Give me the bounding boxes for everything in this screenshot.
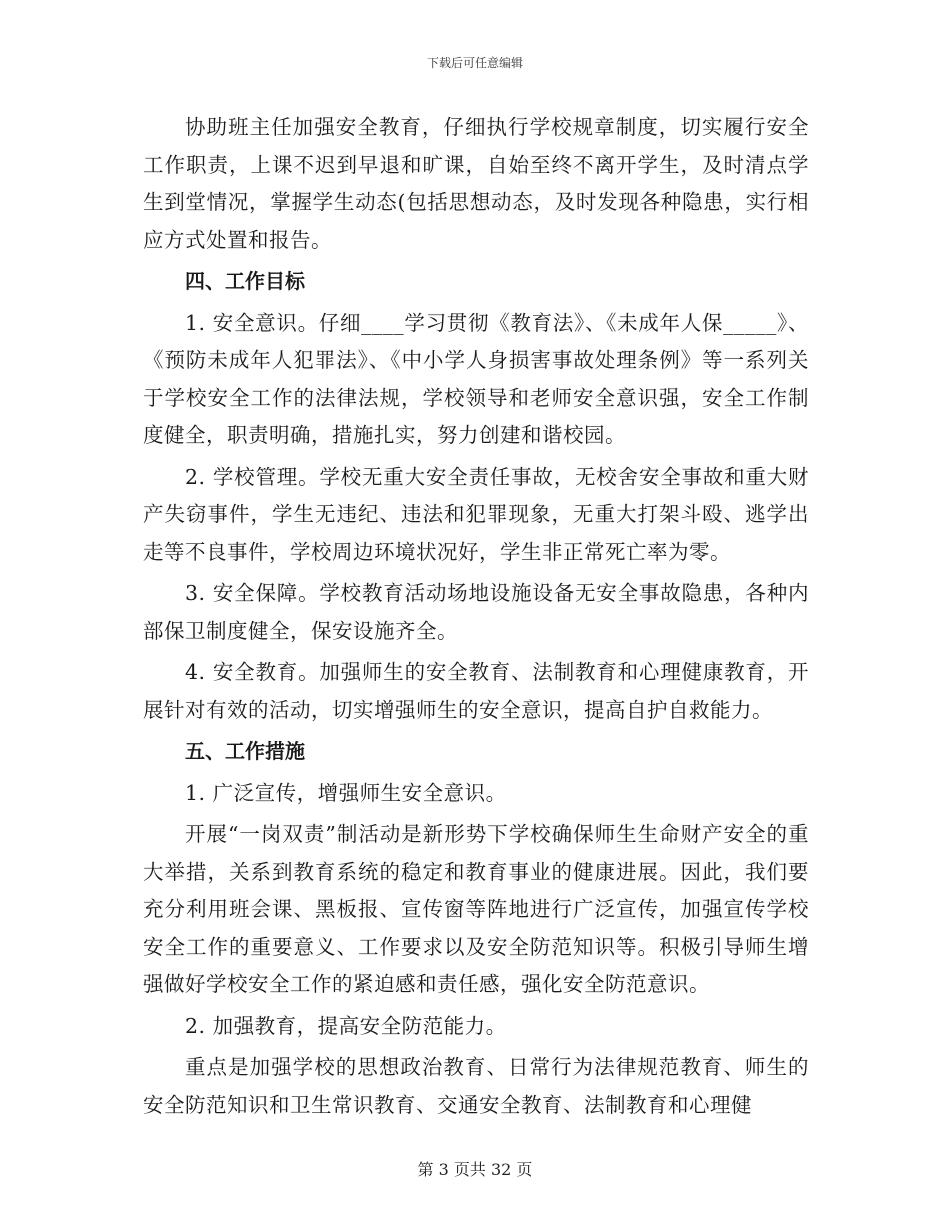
paragraph-measure-1-title: 1. 广泛宣传，增强师生安全意识。 — [185, 780, 507, 805]
paragraph-goal-management: 2. 学校管理。学校无重大安全责任事故，无校舍安全事故和重大财产失窃事件，学生无违纪、违法和犯罪现象，无重大打架斗殴、逃学出走等不良事件，学校周边环境状况好，学生非正常死亡率为零。 — [143, 464, 809, 564]
paragraph-measure-2-body: 重点是加强学校的思想政治教育、日常行为法律规范教育、师生的安全防范知识和卫生常识教育、交通安全教育、法制教育和心理健 — [143, 1055, 809, 1117]
paragraph-measure-1-body: 开展“一岗双责”制活动是新形势下学校确保师生生命财产安全的重大举措，关系到教育系统的稳定和教育事业的健康进展。因此，我们要充分利用班会课、黑板报、宣传窗等阵地进行广泛宣传，加强宣传学校安全工作的重要意义、工作要求以及安全防范知识等。积极引导师生增强做好学校安全工作的紧迫感和责任感，强化安全防范意识。 — [143, 822, 809, 996]
section-heading-goals: 四、工作目标 — [185, 269, 305, 293]
page-header: 下载后可任意编辑 — [426, 56, 523, 70]
paragraph-measure-2-title: 2. 加强教育，提高安全防范能力。 — [185, 1013, 507, 1038]
section-heading-measures: 五、工作措施 — [185, 739, 305, 763]
paragraph-goal-guarantee: 3. 安全保障。学校教育活动场地设施设备无安全事故隐患，各种内部保卫制度健全，保安设施齐全。 — [143, 581, 809, 643]
paragraph-duty: 协助班主任加强安全教育，仔细执行学校规章制度，切实履行安全工作职责，上课不迟到早退和旷课，自始至终不离开学生，及时清点学生到堂情况，掌握学生动态(包括思想动态，及时发现各种隐患，实行相应方式处置和报告。 — [143, 115, 809, 252]
page-footer: 第 3 页共 32 页 — [417, 1160, 533, 1179]
paragraph-goal-education: 4. 安全教育。加强师生的安全教育、法制教育和心理健康教育，开展针对有效的活动，切实增强师生的安全意识，提高自护自救能力。 — [143, 660, 809, 722]
document-body — [143, 109, 809, 1124]
paragraph-goal-awareness: 1. 安全意识。仔细____学习贯彻《教育法》、《未成年人保_____》、《预防未成年人犯罪法》、《中小学人身损害事故处理条例》等一系列关于学校安全工作的法律法规，学校领导和老师安全意识强，安全工作制度健全，职责明确，措施扎实，努力创建和谐校园。 — [143, 310, 809, 447]
